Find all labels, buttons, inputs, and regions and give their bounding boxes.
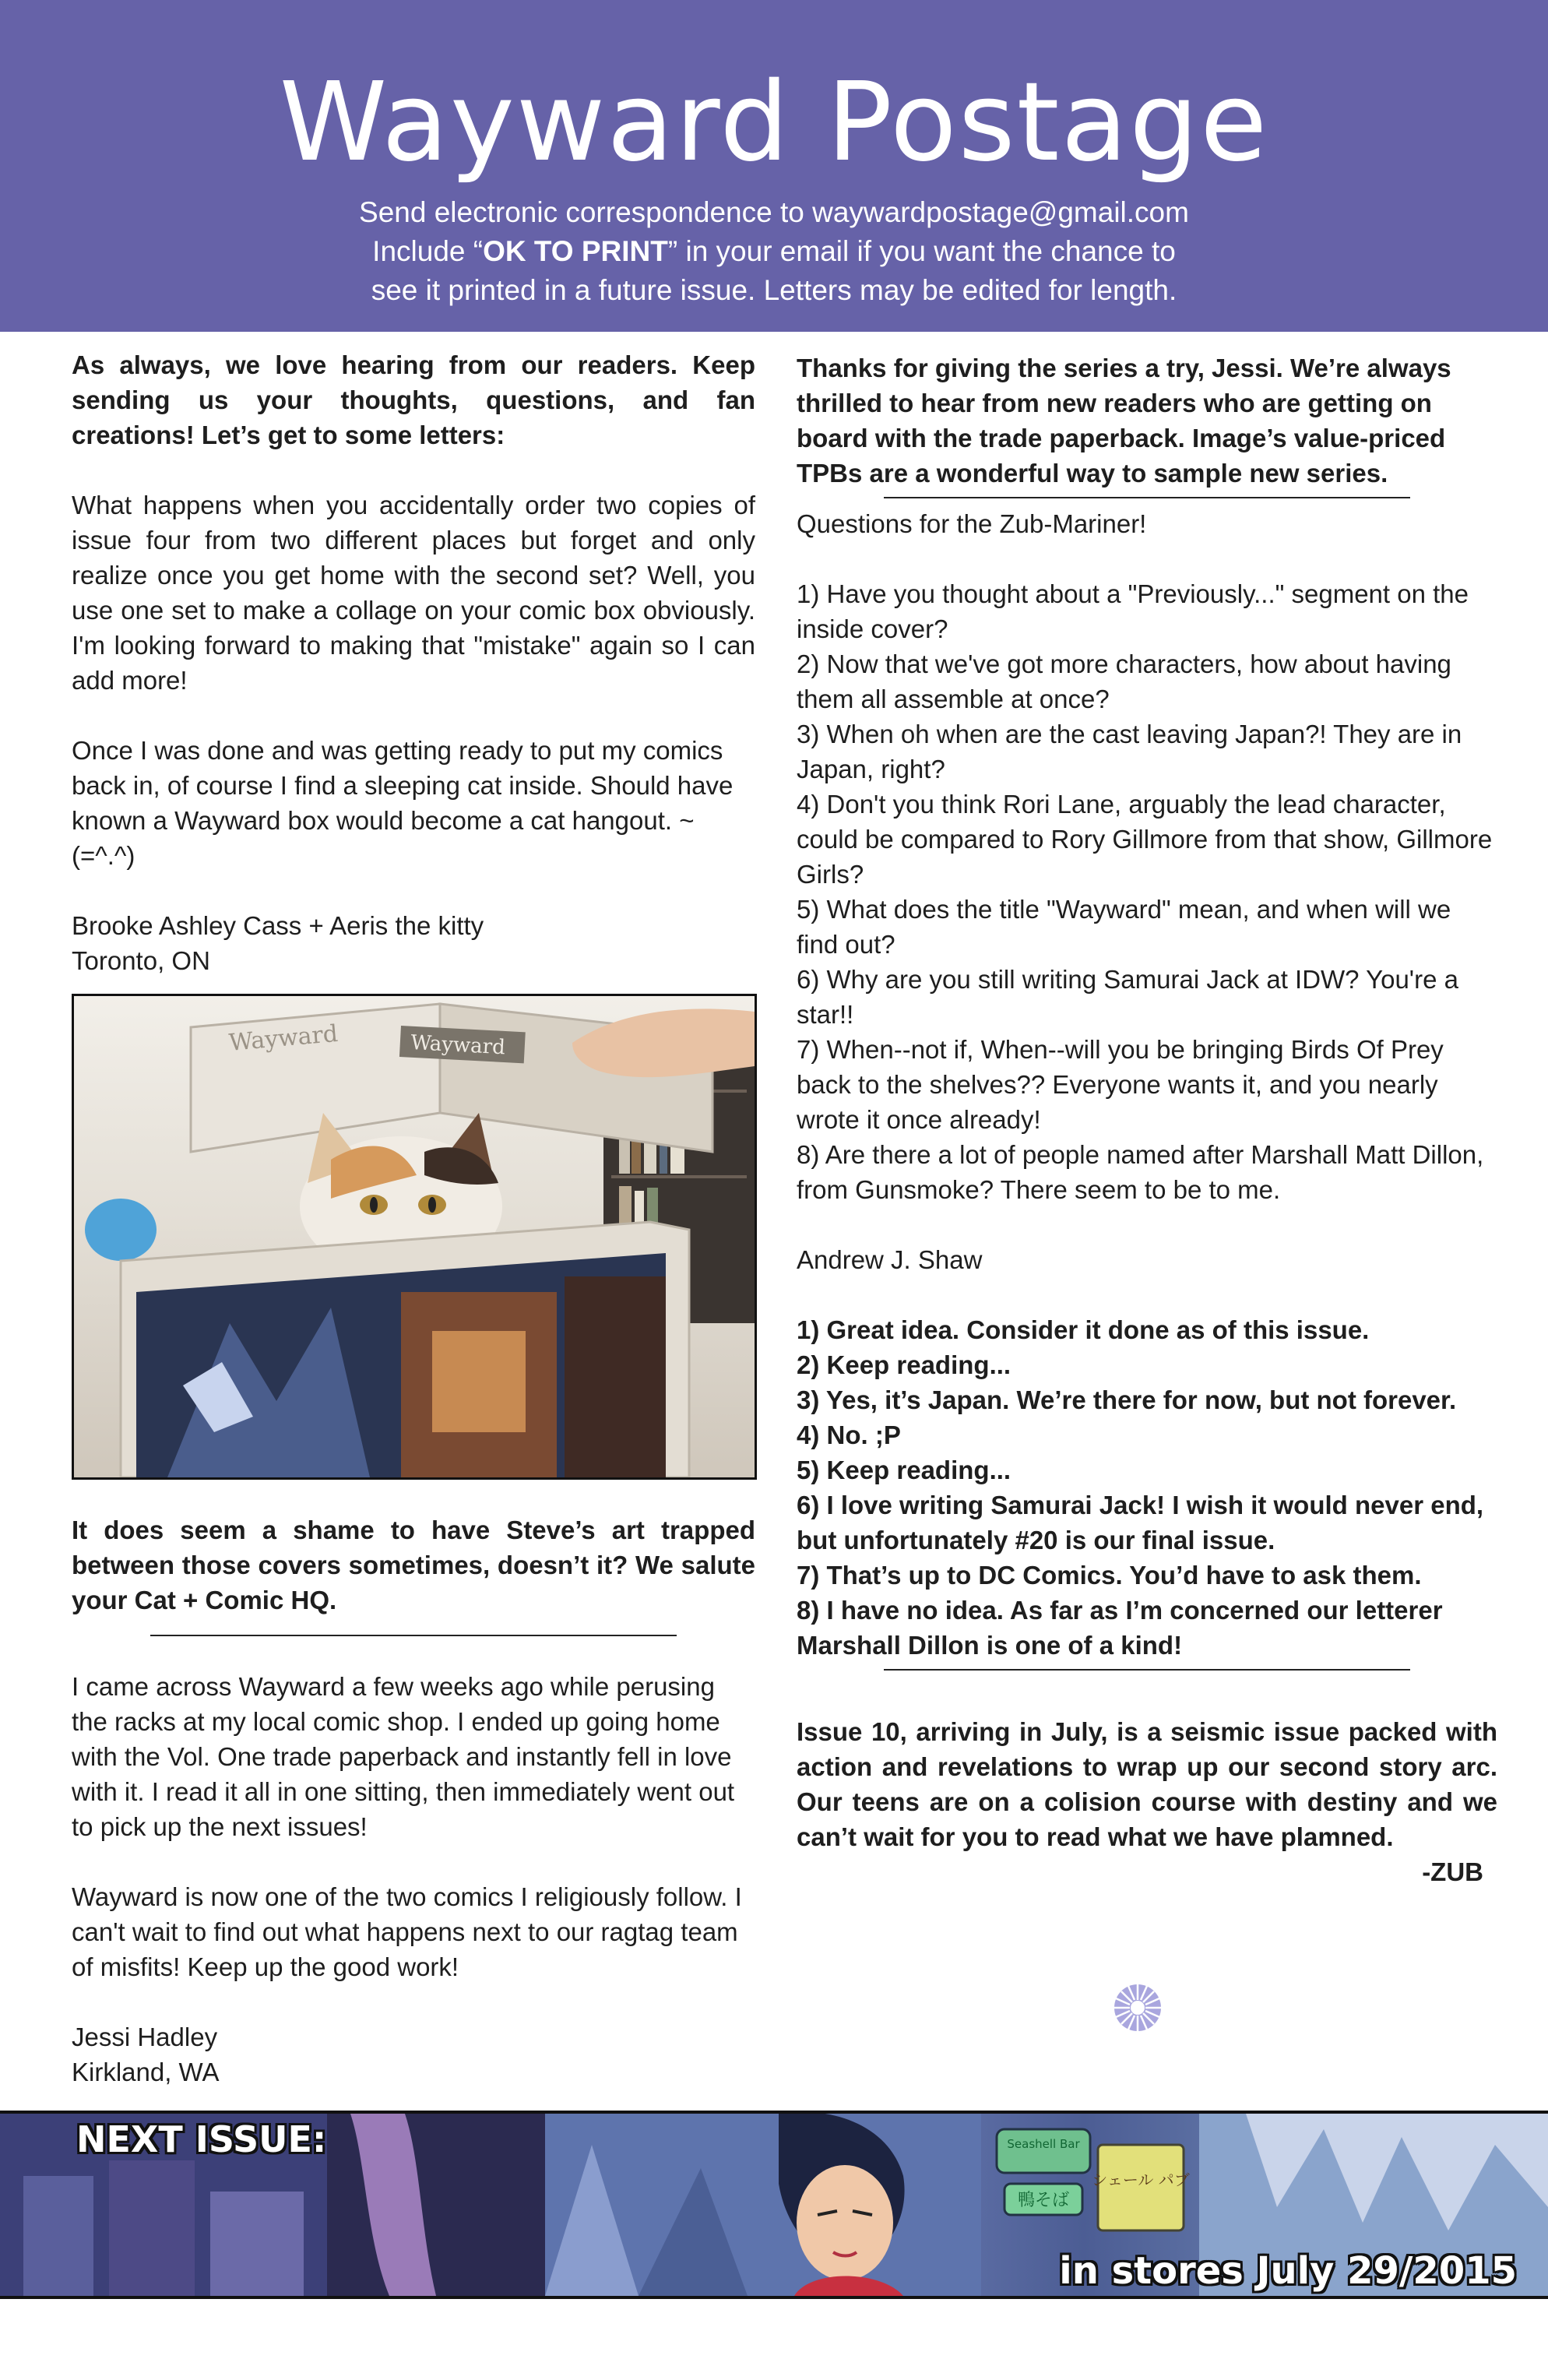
seashell-bar-sign-text: Seashell Bar: [1007, 2137, 1080, 2151]
cat-in-box-illustration: [74, 996, 755, 1477]
question-item: 5) What does the title "Wayward" mean, and when will we find out?: [797, 895, 1451, 959]
page-title: Wayward Postage: [279, 59, 1269, 186]
hand: [572, 1009, 755, 1077]
next-issue-label: NEXT ISSUE:: [76, 2118, 327, 2160]
letter-1-paragraph-2: Once I was done and was getting ready to put my comics back in, of course I find a sleeping cat inside. Should have known a Wayward box would become a cat hangout. ~(=^.^): [72, 736, 734, 870]
answer-item: 1) Great idea. Consider it done as of this issue.: [797, 1315, 1370, 1344]
ok-to-print-label: OK TO PRINT: [483, 235, 668, 267]
answer-item: 4) No. ;P: [797, 1421, 901, 1449]
letter-1-location: Toronto, ON: [72, 946, 210, 975]
cat-in-box-photo: [72, 994, 757, 1480]
building: [109, 2160, 195, 2296]
closing-note: Issue 10, arriving in July, is a seismic issue packed with action and revelations to wrap up our second story arc. Our teens are on a colision course with destiny and we can’t wait for you to read what we have plamned.: [797, 1717, 1497, 1851]
answer-item: 3) Yes, it’s Japan. We’re there for now, but not forever.: [797, 1385, 1457, 1414]
answer-item: 7) That’s up to DC Comics. You’d have to ask them.: [797, 1561, 1422, 1590]
divider: [150, 1635, 677, 1636]
reply-to-letter-2: Thanks for giving the series a try, Jessi. We’re always thrilled to hear from new readers who are getting on board with the trade paperback. Image’s value-priced TPBs are a wonderful way to sample new series.: [797, 354, 1451, 488]
instructions-line-1: Send electronic correspondence to waywardpostage@gmail.com: [359, 196, 1189, 228]
letter-3-intro: Questions for the Zub-Mariner!: [797, 509, 1147, 538]
letter-2-paragraph-2: Wayward is now one of the two comics I religiously follow. I can't wait to find out what happens next to our ragtag team of misfits! Keep up the good work!: [72, 1882, 742, 1981]
box-logo-text-2: Wayward: [410, 1031, 506, 1060]
cat-pupil: [370, 1197, 378, 1213]
editor-intro: As always, we love hearing from our readers. Keep sending us your thoughts, questions, and fan creations! Let’s get to some letters:: [72, 350, 755, 449]
letter-2-paragraph-1: I came across Wayward a few weeks ago while perusing the racks at my local comic shop. I ended up going home with the Vol. One trade paperback and instantly fell in love with it. I read it all in one sitting, then immediately went out to pick up the next issues!: [72, 1672, 735, 1841]
right-column: [797, 350, 1497, 1889]
header-banner: [0, 0, 1548, 332]
collage-panel-3: [565, 1276, 666, 1477]
instructions-line-3: see it printed in a future issue. Letters may be edited for length.: [371, 274, 1177, 306]
building: [23, 2176, 93, 2296]
shell-pub-sign-text: シェール パブ: [1092, 2171, 1190, 2189]
header-instructions: [0, 193, 1548, 310]
cat-pupil: [428, 1197, 436, 1213]
signoff-row: [797, 1854, 1497, 1889]
left-column: [72, 347, 755, 2090]
building: [210, 2192, 304, 2296]
character-face: [797, 2165, 893, 2280]
question-item: 3) When oh when are the cast leaving Japan?! They are in Japan, right?: [797, 720, 1462, 783]
collage-arch: [432, 1331, 526, 1432]
release-date-label: in stores July 29/2015: [1059, 2249, 1517, 2293]
answers-list: [797, 1312, 1497, 1663]
letter-2-location: Kirkland, WA: [72, 2058, 220, 2086]
divider: [884, 497, 1410, 498]
answer-item: 2) Keep reading...: [797, 1350, 1011, 1379]
box-logo-text: Wayward: [227, 1019, 340, 1057]
question-item: 2) Now that we've got more characters, how about having them all assemble at once?: [797, 650, 1451, 713]
letter-1-paragraph-1: What happens when you accidentally order two copies of issue four from two different places but forget and only realize once you get home with the second set? Well, you use one set to make a collage on your comic box obviously. I'm looking forward to making that "mistake" again so I can add more!: [72, 491, 755, 695]
question-item: 8) Are there a lot of people named after Marshall Matt Dillon, from Gunsmoke? There seem to be to me.: [797, 1140, 1484, 1204]
reply-to-letter-1: It does seem a shame to have Steve’s art trapped between those covers sometimes, doesn’t it? We salute your Cat + Comic HQ.: [72, 1516, 755, 1614]
letter-3-author: Andrew J. Shaw: [797, 1245, 983, 1274]
seashell-bar-sign: [997, 2129, 1090, 2173]
question-item: 1) Have you thought about a "Previously..." segment on the inside cover?: [797, 579, 1469, 643]
signoff: -ZUB: [1422, 1857, 1483, 1886]
shelf-board: [611, 1175, 747, 1178]
kamo-soba-sign-text: 鴨そば: [1017, 2191, 1070, 2210]
answer-item: 6) I love writing Samurai Jack! I wish it would never end, but unfortunately #20 is our final issue.: [797, 1491, 1484, 1554]
answer-item: 5) Keep reading...: [797, 1456, 1011, 1484]
letter-3-questions: [797, 576, 1497, 1207]
letter-1-author: Brooke Ashley Cass + Aeris the kitty: [72, 911, 484, 940]
question-item: 7) When--not if, When--will you be bringing Birds Of Prey back to the shelves?? Everyone wants it, and you nearly wrote it once already!: [797, 1035, 1444, 1134]
blue-plush-toy: [85, 1199, 157, 1261]
instructions-line-2: Include “OK TO PRINT” in your email if you want the chance to: [372, 235, 1176, 267]
next-issue-banner: [0, 2111, 1548, 2299]
letter-2-author: Jessi Hadley: [72, 2023, 218, 2051]
divider: [884, 1669, 1410, 1671]
question-item: 6) Why are you still writing Samurai Jack at IDW? You're a star!!: [797, 965, 1458, 1029]
flower-ornament-icon: [1113, 1983, 1163, 2033]
answer-item: 8) I have no idea. As far as I’m concerned our letterer Marshall Dillon is one of a kind!: [797, 1596, 1443, 1660]
email-link[interactable]: waywardpostage@gmail.com: [812, 196, 1189, 228]
question-item: 4) Don't you think Rori Lane, arguably the lead character, could be compared to Rory Gillmore from that show, Gillmore Girls?: [797, 790, 1493, 889]
